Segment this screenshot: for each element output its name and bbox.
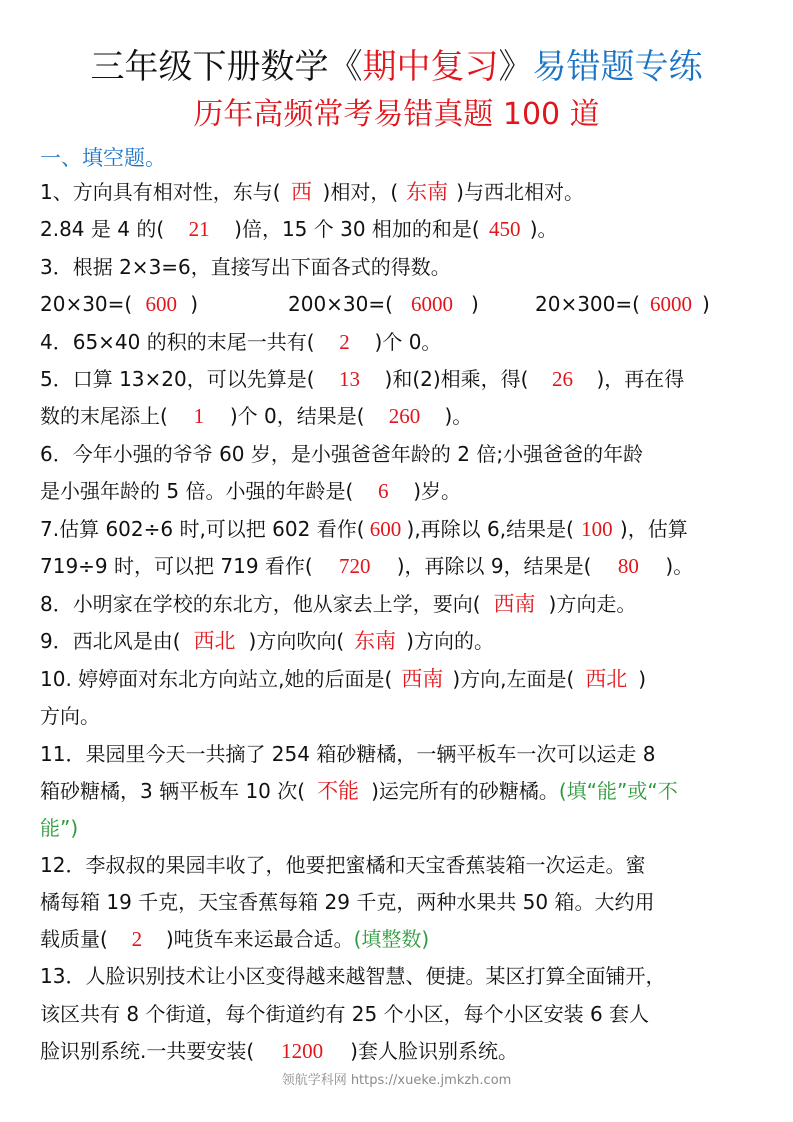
page-title bbox=[0, 42, 793, 92]
q2-text-a: 2.84 是 4 的( bbox=[40, 217, 165, 241]
q10-text-c: ) bbox=[638, 667, 647, 691]
q9-text-a: 9．西北风是由( bbox=[40, 629, 181, 653]
q6-answer-1: 6 bbox=[378, 479, 389, 503]
question-7-line-2 bbox=[40, 548, 693, 584]
q7-text-d: 719÷9 时，可以把 719 看作( bbox=[40, 554, 313, 578]
q5-text-e: )个 0，结果是( bbox=[229, 404, 365, 428]
question-6-line-2 bbox=[40, 473, 461, 509]
q13-text-b: )套人脸识别系统。 bbox=[350, 1039, 518, 1063]
question-5-line-1 bbox=[40, 361, 684, 397]
q1-answer-1: 西 bbox=[291, 180, 313, 204]
q1-text-a: 1、方向具有相对性，东与( bbox=[40, 180, 281, 204]
q9-answer-2: 东南 bbox=[354, 629, 397, 653]
q5-answer-2: 26 bbox=[551, 367, 573, 391]
q3-e3-text-b: ) bbox=[701, 292, 710, 316]
footer-watermark: 领航学科网 https://xueke.jmkzh.com bbox=[281, 1073, 512, 1088]
q7-text-b: ),再除以 6,结果是( bbox=[406, 517, 574, 541]
question-12-line-1: 12．李叔叔的果园丰收了，他要把蜜橘和天宝香蕉装箱一次运走。蜜 bbox=[40, 853, 646, 877]
q6-text-a: 是小强年龄的 5 倍。小强的年龄是( bbox=[40, 479, 354, 503]
q2-answer-1: 21 bbox=[188, 217, 210, 241]
q5-text-a: 5．口算 13×20，可以先算是( bbox=[40, 367, 315, 391]
q5-answer-1: 13 bbox=[339, 367, 361, 391]
title-part-focus: 易错题专练 bbox=[532, 47, 703, 87]
q3-e3-text-a: 20×300=( bbox=[535, 292, 640, 316]
q9-text-c: )方向的。 bbox=[406, 629, 494, 653]
question-13-line-1: 13．人脸识别技术让小区变得越来越智慧、便捷。某区打算全面铺开， bbox=[40, 964, 666, 988]
q13-answer-1: 1200 bbox=[281, 1039, 324, 1063]
question-9 bbox=[40, 623, 494, 659]
question-13-line-2: 该区共有 8 个街道，每个街道约有 25 个小区，每个小区安装 6 套人 bbox=[40, 1002, 650, 1026]
title-part-bracket: 》 bbox=[498, 47, 533, 87]
q10-answer-1: 西南 bbox=[401, 667, 444, 691]
q4-text-a: 4．65×40 的积的末尾一共有( bbox=[40, 330, 315, 354]
q9-answer-1: 西北 bbox=[193, 629, 236, 653]
q3-e2-text-a: 200×30=( bbox=[288, 292, 393, 316]
q1-answer-2: 东南 bbox=[406, 180, 449, 204]
question-10-line-2: 方向。 bbox=[40, 704, 100, 728]
page-subtitle: 历年高频常考易错真题 100 道 bbox=[193, 97, 600, 132]
q3-answer-2: 6000 bbox=[410, 292, 453, 316]
title-part-grade: 三年级下册数学《 bbox=[90, 47, 363, 87]
q3-answer-1: 600 bbox=[145, 292, 177, 316]
question-2 bbox=[40, 211, 558, 247]
q11-answer-1: 不能 bbox=[317, 779, 360, 803]
question-1 bbox=[40, 174, 584, 210]
q5-text-c: )，再在得 bbox=[596, 367, 685, 391]
title-part-topic: 期中复习 bbox=[362, 47, 499, 87]
q7-text-a: 7.估算 602÷6 时,可以把 602 看作( bbox=[40, 517, 365, 541]
q5-answer-3: 1 bbox=[193, 404, 205, 428]
q5-text-d: 数的末尾添上( bbox=[40, 404, 168, 428]
q12-text-a: 载质量( bbox=[40, 927, 108, 951]
q3-e1-text-a: 20×30=( bbox=[40, 292, 133, 316]
q3-e2-text-b: ) bbox=[470, 292, 479, 316]
q5-text-f: )。 bbox=[444, 404, 473, 428]
q2-text-c: )。 bbox=[529, 217, 558, 241]
q11-hint: (填“能”或“不 bbox=[558, 779, 678, 803]
q2-answer-2: 450 bbox=[488, 217, 521, 241]
q11-text-b: )运完所有的砂糖橘。 bbox=[371, 779, 559, 803]
question-3-expr-1 bbox=[40, 286, 198, 322]
question-3-expr-3 bbox=[535, 286, 710, 322]
q8-answer-1: 西南 bbox=[493, 592, 536, 616]
q7-answer-2: 100 bbox=[581, 517, 613, 541]
question-11-line-3: 能”) bbox=[40, 816, 79, 840]
q8-text-b: )方向走。 bbox=[548, 592, 637, 616]
q7-answer-1: 600 bbox=[369, 517, 402, 541]
q5-text-b: )和(2)相乘，得( bbox=[384, 367, 529, 391]
q6-text-b: )岁。 bbox=[413, 479, 462, 503]
section-heading: 一、填空题。 bbox=[40, 146, 166, 170]
question-4 bbox=[40, 324, 441, 360]
q13-text-a: 脸识别系统.一共要安装( bbox=[40, 1039, 255, 1063]
q7-text-e: )，再除以 9，结果是( bbox=[396, 554, 592, 578]
q7-text-f: )。 bbox=[665, 554, 694, 578]
question-8 bbox=[40, 586, 636, 622]
q12-answer-1: 2 bbox=[131, 927, 143, 951]
q4-answer-1: 2 bbox=[339, 330, 350, 354]
q11-text-a: 箱砂糖橘，3 辆平板车 10 次( bbox=[40, 779, 306, 803]
q1-text-c: )与西北相对。 bbox=[456, 180, 584, 204]
q3-answer-3: 6000 bbox=[649, 292, 692, 316]
question-6-line-1: 6．今年小强的爷爷 60 岁，是小强爸爸年龄的 2 倍;小强爸爸的年龄 bbox=[40, 442, 644, 466]
question-3-expr-2 bbox=[288, 286, 479, 322]
q7-answer-4: 80 bbox=[617, 554, 639, 578]
q1-text-b: )相对，( bbox=[322, 180, 399, 204]
q12-hint: (填整数) bbox=[353, 927, 430, 951]
q10-text-a: 10. 婷婷面对东北方向站立,她的后面是( bbox=[40, 667, 393, 691]
q7-answer-3: 720 bbox=[338, 554, 371, 578]
q8-text-a: 8．小明家在学校的东北方，他从家去上学，要向( bbox=[40, 592, 481, 616]
question-7-line-1 bbox=[40, 511, 688, 547]
question-11-line-1: 11．果园里今天一共摘了 254 箱砂糖橘，一辆平板车一次可以运走 8 bbox=[40, 742, 656, 766]
q10-answer-2: 西北 bbox=[585, 667, 628, 691]
q4-text-b: )个 0。 bbox=[374, 330, 442, 354]
question-12-line-2: 橘每箱 19 千克，天宝香蕉每箱 29 千克，两种水果共 50 箱。大约用 bbox=[40, 890, 655, 914]
q2-text-b: )倍，15 个 30 相加的和是( bbox=[234, 217, 480, 241]
question-12-line-3 bbox=[40, 921, 429, 957]
question-5-line-2 bbox=[40, 398, 472, 434]
q12-text-b: )吨货车来运最合适。 bbox=[165, 927, 354, 951]
question-3: 3．根据 2×3=6，直接写出下面各式的得数。 bbox=[40, 255, 451, 279]
q7-text-c: )，估算 bbox=[619, 517, 688, 541]
q5-answer-4: 260 bbox=[388, 404, 421, 428]
q9-text-b: )方向吹向( bbox=[248, 629, 345, 653]
q10-text-b: )方向,左面是( bbox=[452, 667, 575, 691]
question-10-line-1 bbox=[40, 661, 646, 697]
q3-e1-text-b: ) bbox=[190, 292, 199, 316]
question-13-line-3 bbox=[40, 1033, 518, 1069]
question-11-line-2 bbox=[40, 773, 678, 809]
